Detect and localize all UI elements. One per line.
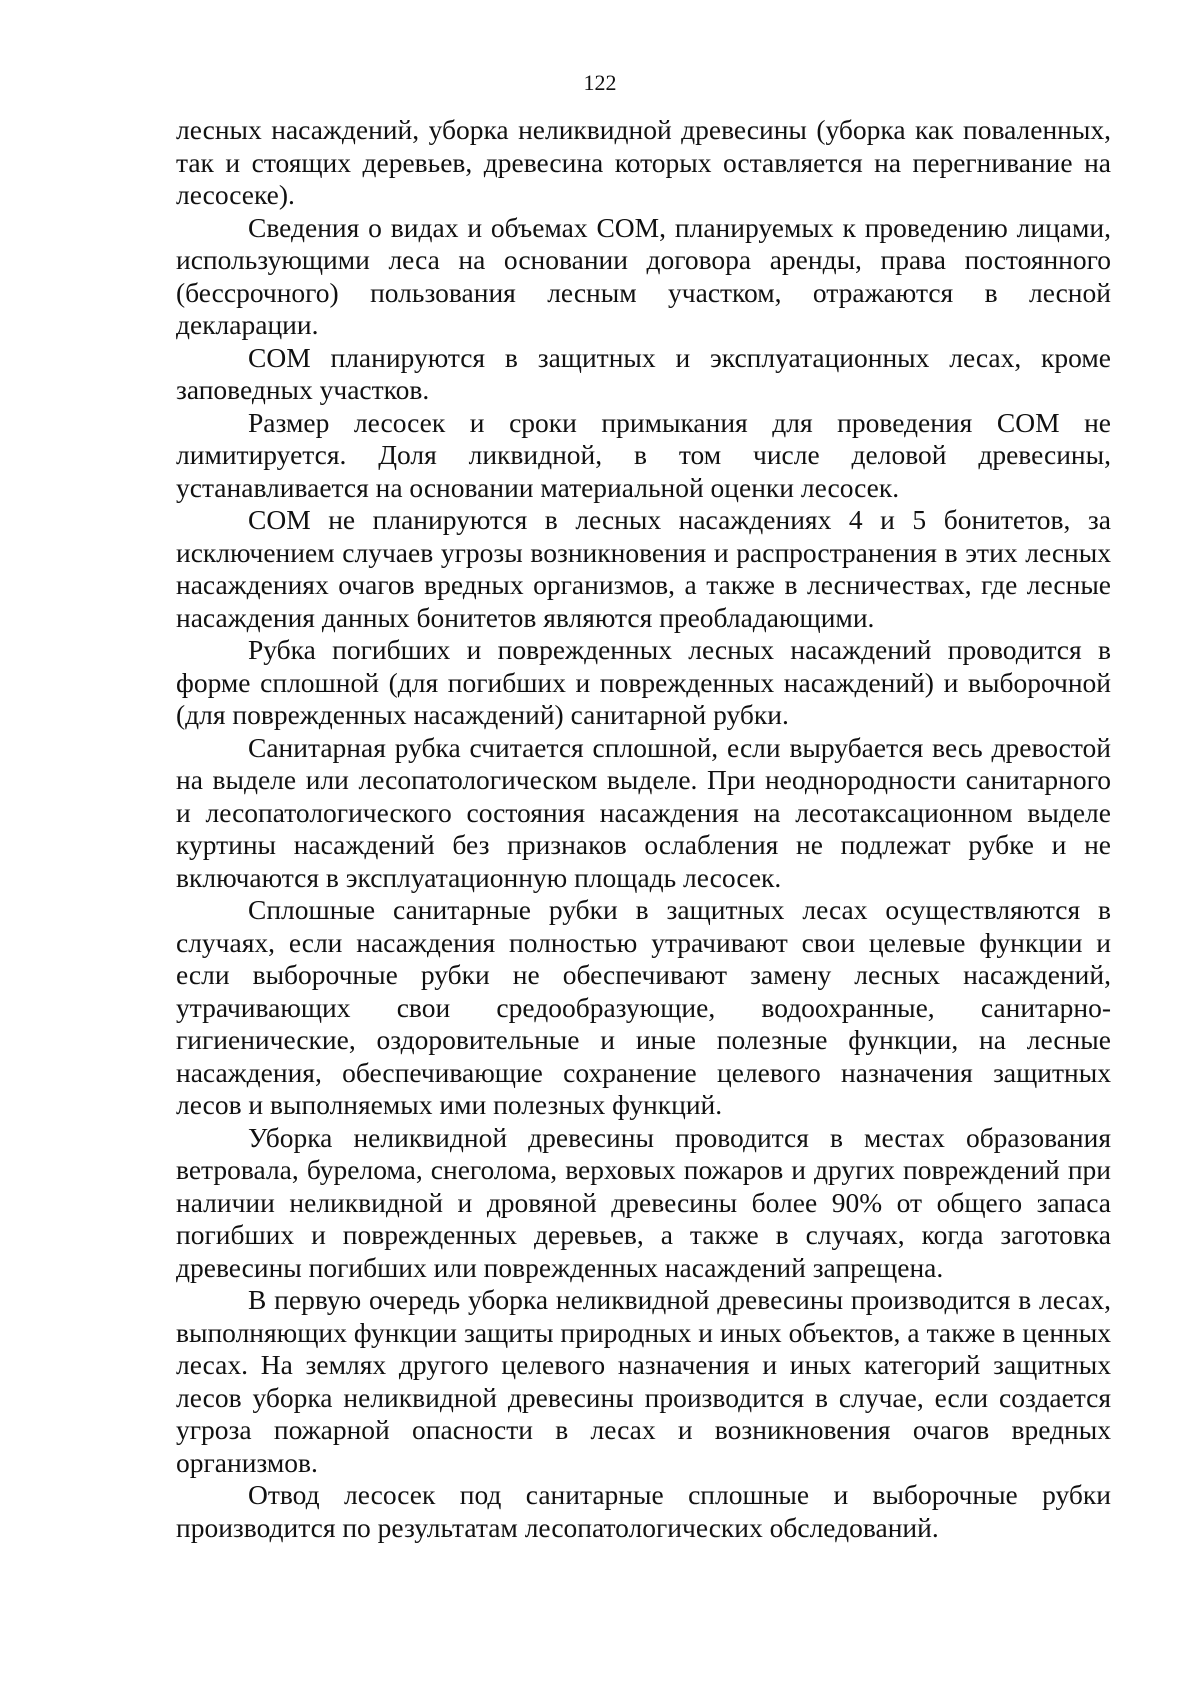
document-body	[176, 114, 1111, 1544]
paragraph-felling-forms: Рубка погибших и поврежденных лесных насаждений проводится в форме сплошной (для погибших и поврежденных насаждений) и выборочной (для поврежденных насаждений) санитарной рубки.	[176, 634, 1111, 730]
paragraph-allotment: Отвод лесосек под санитарные сплошные и выборочные рубки производится по результатам лесопатологических обследований.	[176, 1479, 1111, 1543]
page-number: 122	[583, 70, 617, 95]
paragraph-continued: лесных насаждений, уборка неликвидной древесины (уборка как поваленных, так и стоящих деревьев, древесина которых оставляется на перегнивание на лесосеке).	[176, 114, 1111, 210]
paragraph-som-forests: СОМ планируются в защитных и эксплуатационных лесах, кроме заповедных участков.	[176, 341, 1111, 405]
paragraph-priority-cleanup: В первую очередь уборка неликвидной древесины производится в лесах, выполняющих функции защиты природных и иных объектов, а также в ценных лесах. На землях другого целевого назначения и иных категорий защитных лесов уборка неликвидной древесины производится в случае, если создается угроза пожарной опасности в лесах и возникновения очагов вредных организмов.	[176, 1284, 1111, 1478]
paragraph-som-declaration: Сведения о видах и объемах СОМ, планируемых к проведению лицами, использующими леса на основании договора аренды, права постоянного (бессрочного) пользования лесным участком, отражаются в лесной декларации.	[176, 211, 1111, 340]
paragraph-unmerchantable-wood: Уборка неликвидной древесины проводится в местах образования ветровала, бурелома, снеголома, верховых пожаров и других повреждений при наличии неликвидной и дровяной древесины более 90% от общего запаса погибших и поврежденных деревьев, а также в случаях, когда заготовка древесины погибших или поврежденных насаждений запрещена.	[176, 1121, 1111, 1283]
paragraph-clear-sanitary-felling: Санитарная рубка считается сплошной, если вырубается весь древостой на выделе или лесопатологическом выделе. При неоднородности санитарного и лесопатологического состояния насаждения на лесотаксационном выделе куртины насаждений без признаков ослабления не подлежат рубке и не включаются в эксплуатационную площадь лесосек.	[176, 731, 1111, 893]
paragraph-cutting-area-size: Размер лесосек и сроки примыкания для проведения СОМ не лимитируется. Доля ликвидной, в том числе деловой древесины, устанавливается на основании материальной оценки лесосек.	[176, 406, 1111, 503]
paragraph-site-classes: СОМ не планируются в лесных насаждениях 4 и 5 бонитетов, за исключением случаев угрозы возникновения и распространения в этих лесных насаждениях очагов вредных организмов, а также в лесничествах, где лесные насаждения данных бонитетов являются преобладающими.	[176, 504, 1111, 633]
paragraph-protective-forests: Сплошные санитарные рубки в защитных лесах осуществляются в случаях, если насаждения полностью утрачивают свои целевые функции и если выборочные рубки не обеспечивают замену лесных насаждений, утрачивающих свои средообразующие, водоохранные, санитарно-гигиенические, оздоровительные и иные полезные функции, на лесные насаждения, обеспечивающие сохранение целевого назначения защитных лесов и выполняемых ими полезных функций.	[176, 894, 1111, 1120]
